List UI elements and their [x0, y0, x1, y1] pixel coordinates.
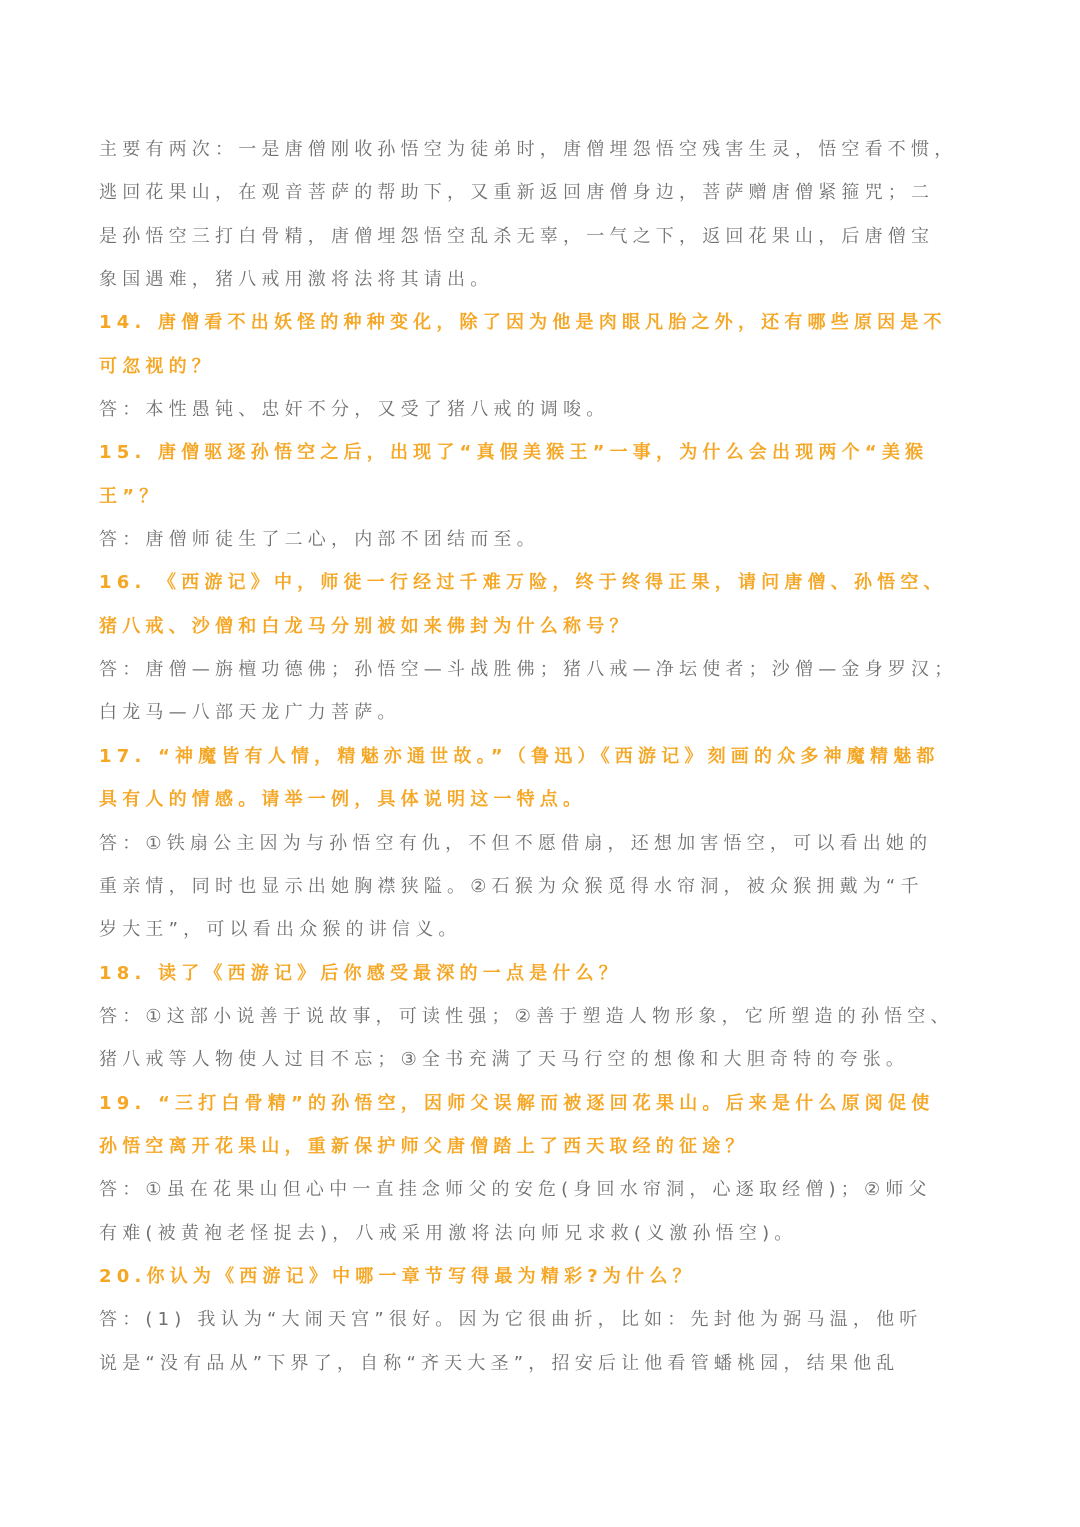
answer-line: 答：唐僧—旃檀功德佛；孙悟空—斗战胜佛；猪八戒—净坛使者；沙僧—金身罗汉； [99, 659, 958, 681]
question-line: 具有人的情感。请举一例，具体说明这一特点。 [99, 789, 587, 811]
document-body [99, 128, 979, 1385]
question-line: 14. 唐僧看不出妖怪的种种变化，除了因为他是肉眼凡胎之外，还有哪些原因是不 [99, 312, 947, 334]
answer-line: 说是“没有品从”下界了，自称“齐天大圣”，招安后让他看管蟠桃园，结果他乱 [99, 1352, 900, 1374]
question-line: 16. 《西游记》中，师徒一行经过千难万险，终于终得正果，请问唐僧、孙悟空、 [99, 572, 947, 594]
question-line: 孙悟空离开花果山，重新保护师父唐僧踏上了西天取经的征途？ [99, 1135, 749, 1157]
answer-line: 答：(1) 我认为“大闹天宫”很好。因为它很曲折，比如：先封他为弼马温，他听 [99, 1309, 923, 1331]
question-line: 15. 唐僧驱逐孙悟空之后，出现了“真假美猴王”一事，为什么会出现两个“美猴 [99, 442, 929, 464]
answer-line: 重亲情，同时也显示出她胸襟狭隘。②石猴为众猴觅得水帘洞，被众猴拥戴为“千 [99, 875, 924, 897]
answer-line: 白龙马—八部天龙广力菩萨。 [99, 702, 401, 724]
answer-line: 象国遇难，猪八戒用激将法将其请出。 [99, 269, 494, 291]
question-line: 可忽视的？ [99, 355, 215, 377]
answer-line: 有难(被黄袍老怪捉去)，八戒采用激将法向师兄求救(义激孙悟空)。 [99, 1222, 798, 1244]
question-line: 17. “神魔皆有人情，精魅亦通世故。”（鲁迅）《西游记》刻画的众多神魔精魅都 [99, 745, 940, 767]
answer-line: 逃回花果山，在观音菩萨的帮助下，又重新返回唐僧身边，菩萨赠唐僧紧箍咒；二 [99, 182, 935, 204]
question-line: 18. 读了《西游记》后你感受最深的一点是什么？ [99, 962, 622, 984]
answer-line: 答：①这部小说善于说故事，可读性强；②善于塑造人物形象，它所塑造的孙悟空、 [99, 1005, 954, 1027]
answer-line: 答：本性愚钝、忠奸不分，又受了猪八戒的调唆。 [99, 399, 610, 421]
question-line: 19. “三打白骨精”的孙悟空，因师父误解而被逐回花果山。后来是什么原阅促使 [99, 1092, 935, 1114]
answer-line: 岁大王”，可以看出众猴的讲信义。 [99, 919, 462, 941]
answer-line: 答：唐僧师徒生了二心，内部不团结而至。 [99, 529, 540, 551]
question-line: 猪八戒、沙僧和白龙马分别被如来佛封为什么称号？ [99, 615, 633, 637]
answer-line: 是孙悟空三打白骨精，唐僧埋怨悟空乱杀无辜，一气之下，返回花果山，后唐僧宝 [99, 225, 935, 247]
answer-line: 猪八戒等人物使人过目不忘；③全书充满了天马行空的想像和大胆奇特的夸张。 [99, 1049, 910, 1071]
answer-line: 答：①虽在花果山但心中一直挂念师父的安危(身回水帘洞，心逐取经僧)；②师父 [99, 1179, 932, 1201]
answer-line: 主要有两次：一是唐僧刚收孙悟空为徒弟时，唐僧埋怨悟空残害生灵，悟空看不惯， [99, 139, 958, 160]
question-line: 王”？ [99, 485, 163, 507]
question-line: 20.你认为《西游记》中哪一章节写得最为精彩?为什么？ [99, 1265, 696, 1287]
answer-line: 答：①铁扇公主因为与孙悟空有仇，不但不愿借扇，还想加害悟空，可以看出她的 [99, 832, 933, 854]
